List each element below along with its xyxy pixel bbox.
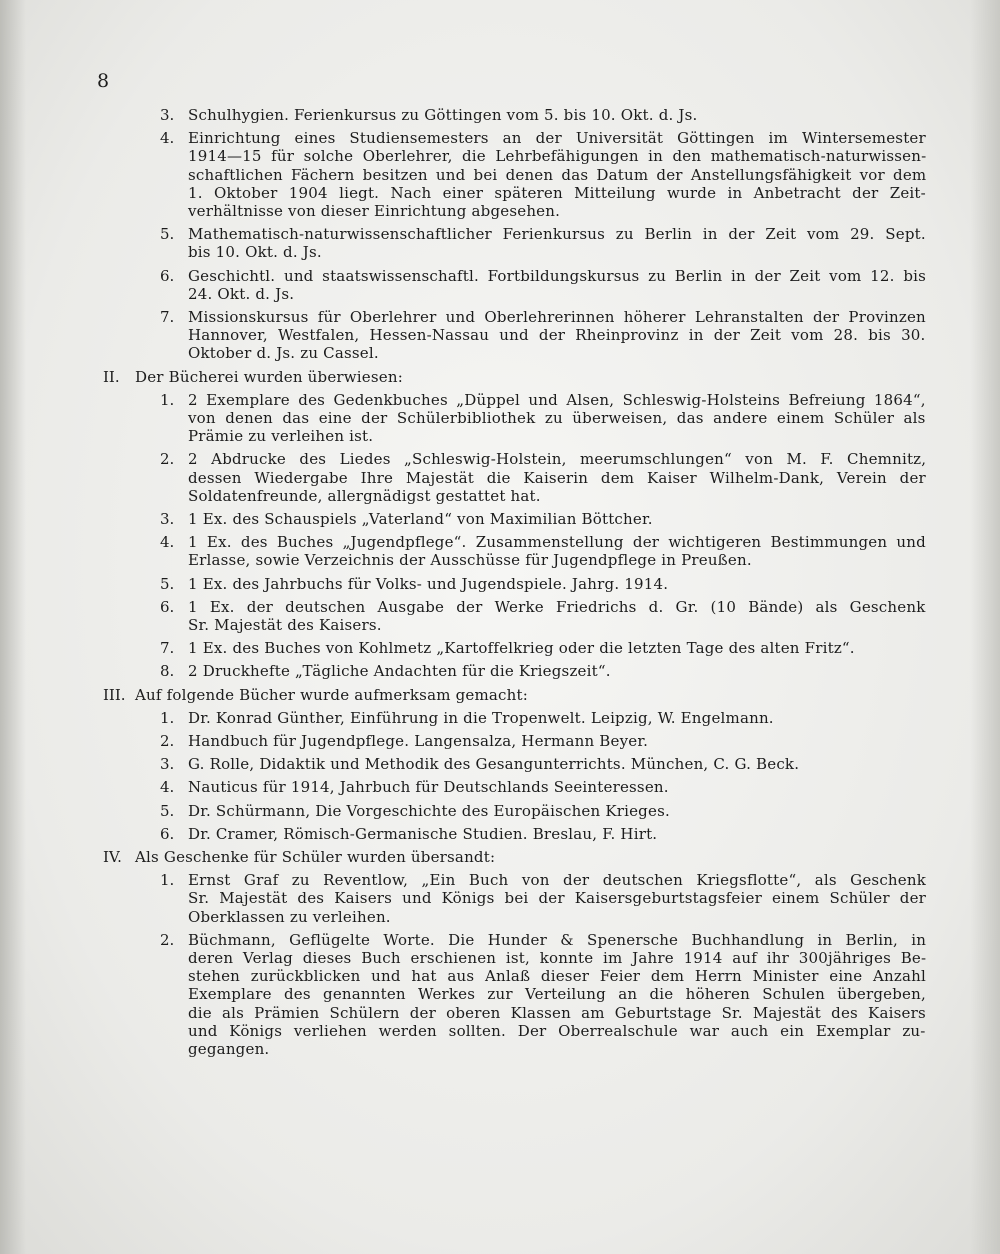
page-shadow-right	[970, 0, 1000, 1254]
item-number: 4.	[160, 533, 175, 552]
item-number: 6.	[160, 597, 175, 616]
item-number: 2.	[160, 732, 175, 750]
item-text-line: Büchmann, Geflügelte Worte. Die Hunder & Spenersche Buchhandlung in Berlin, in	[188, 930, 927, 949]
item-text-line: verhältnisse von dieser Einrichtung abgesehen.	[188, 202, 561, 220]
item-number: 4.	[160, 778, 175, 797]
item-text-line: Hannover, Westfalen, Hessen-Nassau und der Rheinprovinz in der Zeit vom 28. bis 30.	[188, 326, 926, 345]
item-text-line: 1914—15 für solche Oberlehrer, die Lehrbefähigungen in den mathematisch-naturwissen-	[188, 147, 927, 166]
item-text-line: 1 Ex. der deutschen Ausgabe der Werke Friedrichs d. Gr. (10 Bände) als Geschenk	[188, 597, 926, 616]
section-number: II.	[103, 367, 120, 386]
section-number: III.	[103, 685, 126, 704]
item-text-line: 1 Ex. des Schauspiels „Vaterland“ von Maximilian Böttcher.	[188, 510, 653, 528]
item-text-line: gegangen.	[188, 1040, 270, 1058]
item-text-line: Exemplare des genannten Werkes zur Verteilung an die höheren Schulen übergeben,	[188, 985, 926, 1004]
item-text-line: Mathematisch-naturwissenschaftlicher Ferienkursus zu Berlin in der Zeit vom 29. Sept.	[188, 225, 926, 244]
item-text-line: von denen das eine der Schülerbibliothek zu überweisen, das andere einem Schüler als	[188, 409, 926, 427]
page-shadow-left	[0, 0, 26, 1254]
item-text-line: Einrichtung eines Studiensemesters an der Universität Göttingen im Wintersemester	[188, 129, 926, 148]
item-text-line: Erlasse, sowie Verzeichnis der Ausschüsse für Jugendpflege in Preußen.	[188, 551, 752, 570]
section-heading: Auf folgende Bücher wurde aufmerksam gemacht:	[135, 685, 528, 704]
item-text-line: Handbuch für Jugendpflege. Langensalza, Hermann Beyer.	[188, 732, 649, 750]
item-text-line: Soldatenfreunde, allergnädigst gestattet hat.	[188, 486, 541, 505]
item-text-line: Oktober d. Js. zu Cassel.	[188, 344, 379, 363]
item-number: 1.	[160, 871, 175, 890]
item-text-line: Dr. Konrad Günther, Einführung in die Tropenwelt. Leipzig, W. Engelmann.	[188, 708, 774, 727]
item-text-line: Missionskursus für Oberlehrer und Oberlehrerinnen höherer Lehranstalten der Provinzen	[188, 308, 926, 326]
item-text-line: Geschichtl. und staatswissenschaftl. Fortbildungskursus zu Berlin in der Zeit vom 12. bis	[188, 266, 927, 285]
page-number: 8	[97, 70, 110, 92]
item-number: 8.	[160, 662, 175, 681]
item-text-line: Schulhygien. Ferienkursus zu Göttingen vom 5. bis 10. Okt. d. Js.	[188, 106, 698, 124]
item-number: 5.	[160, 574, 175, 593]
item-number: 2.	[160, 930, 175, 949]
item-number: 4.	[160, 129, 175, 148]
item-number: 3.	[160, 755, 175, 774]
item-text-line: Sr. Majestät des Kaisers.	[188, 616, 382, 634]
item-text-line: Ernst Graf zu Reventlow, „Ein Buch von der deutschen Kriegsflotte“, als Geschenk	[188, 871, 927, 890]
item-number: 3.	[160, 106, 175, 124]
item-text-line: Sr. Majestät des Kaisers und Königs bei der Kaisersgeburtstagsfeier einem Schüler der	[188, 889, 927, 908]
item-number: 1.	[160, 390, 175, 409]
item-number: 5.	[160, 225, 175, 244]
item-text-line: Oberklassen zu verleihen.	[188, 907, 391, 926]
item-number: 5.	[160, 801, 175, 820]
item-text-line: dessen Wiedergabe Ihre Majestät die Kaiserin dem Kaiser Wilhelm-Dank, Verein der	[188, 468, 926, 487]
item-text-line: stehen zurückblicken und hat aus Anlaß dieser Feier dem Herrn Minister eine Anzahl	[188, 967, 927, 986]
item-text-line: 2 Druckhefte „Tägliche Andachten für die Kriegszeit“.	[188, 662, 611, 681]
section-number: IV.	[103, 848, 122, 866]
item-text-line: deren Verlag dieses Buch erschienen ist, konnte im Jahre 1914 auf ihr 300jähriges Be-	[188, 949, 927, 967]
item-text-line: 2 Exemplare des Gedenkbuches „Düppel und Alsen, Schleswig-Holsteins Befreiung 1864“,	[188, 390, 926, 409]
item-text-line: 1 Ex. des Jahrbuchs für Volks- und Jugendspiele. Jahrg. 1914.	[188, 574, 669, 593]
item-text-line: Nauticus für 1914, Jahrbuch für Deutschlands Seeinteressen.	[188, 778, 669, 797]
item-text-line: bis 10. Okt. d. Js.	[188, 243, 322, 262]
item-number: 6.	[160, 824, 175, 843]
item-text-line: und Königs verliehen werden sollten. Der Oberrealschule war auch ein Exemplar zu-	[188, 1021, 926, 1040]
item-number: 2.	[160, 450, 175, 469]
item-text-line: 1. Oktober 1904 liegt. Nach einer späteren Mitteilung wurde in Anbetracht der Zeit-	[188, 183, 926, 202]
item-text-line: Prämie zu verleihen ist.	[188, 427, 374, 446]
item-number: 6.	[160, 266, 175, 285]
item-text-line: Dr. Cramer, Römisch-Germanische Studien. Breslau, F. Hirt.	[188, 824, 658, 843]
section-heading: Als Geschenke für Schüler wurden übersandt:	[135, 848, 496, 866]
item-number: 1.	[160, 708, 175, 727]
item-text-line: 1 Ex. des Buches von Kohlmetz „Kartoffelkrieg oder die letzten Tage des alten Fritz“.	[188, 639, 855, 658]
item-text-line: 1 Ex. des Buches „Jugendpflege“. Zusammenstellung der wichtigeren Bestimmungen und	[188, 533, 926, 552]
item-text-line: Dr. Schürmann, Die Vorgeschichte des Europäischen Krieges.	[188, 801, 670, 820]
item-number: 7.	[160, 308, 175, 326]
item-text-line: 2 Abdrucke des Liedes „Schleswig-Holstein, meerumschlungen“ von M. F. Chemnitz,	[188, 450, 927, 469]
item-number: 3.	[160, 510, 175, 528]
item-text-line: 24. Okt. d. Js.	[188, 284, 295, 303]
section-heading: Der Bücherei wurden überwiesen:	[135, 367, 403, 386]
item-text-line: die als Prämien Schülern der oberen Klassen am Geburtstage Sr. Majestät des Kaisers	[188, 1003, 926, 1022]
item-number: 7.	[160, 639, 175, 658]
item-text-line: G. Rolle, Didaktik und Methodik des Gesangunterrichts. München, C. G. Beck.	[188, 755, 800, 774]
item-text-line: schaftlichen Fächern besitzen und bei denen das Datum der Anstellungsfähigkeit vor dem	[188, 165, 927, 184]
